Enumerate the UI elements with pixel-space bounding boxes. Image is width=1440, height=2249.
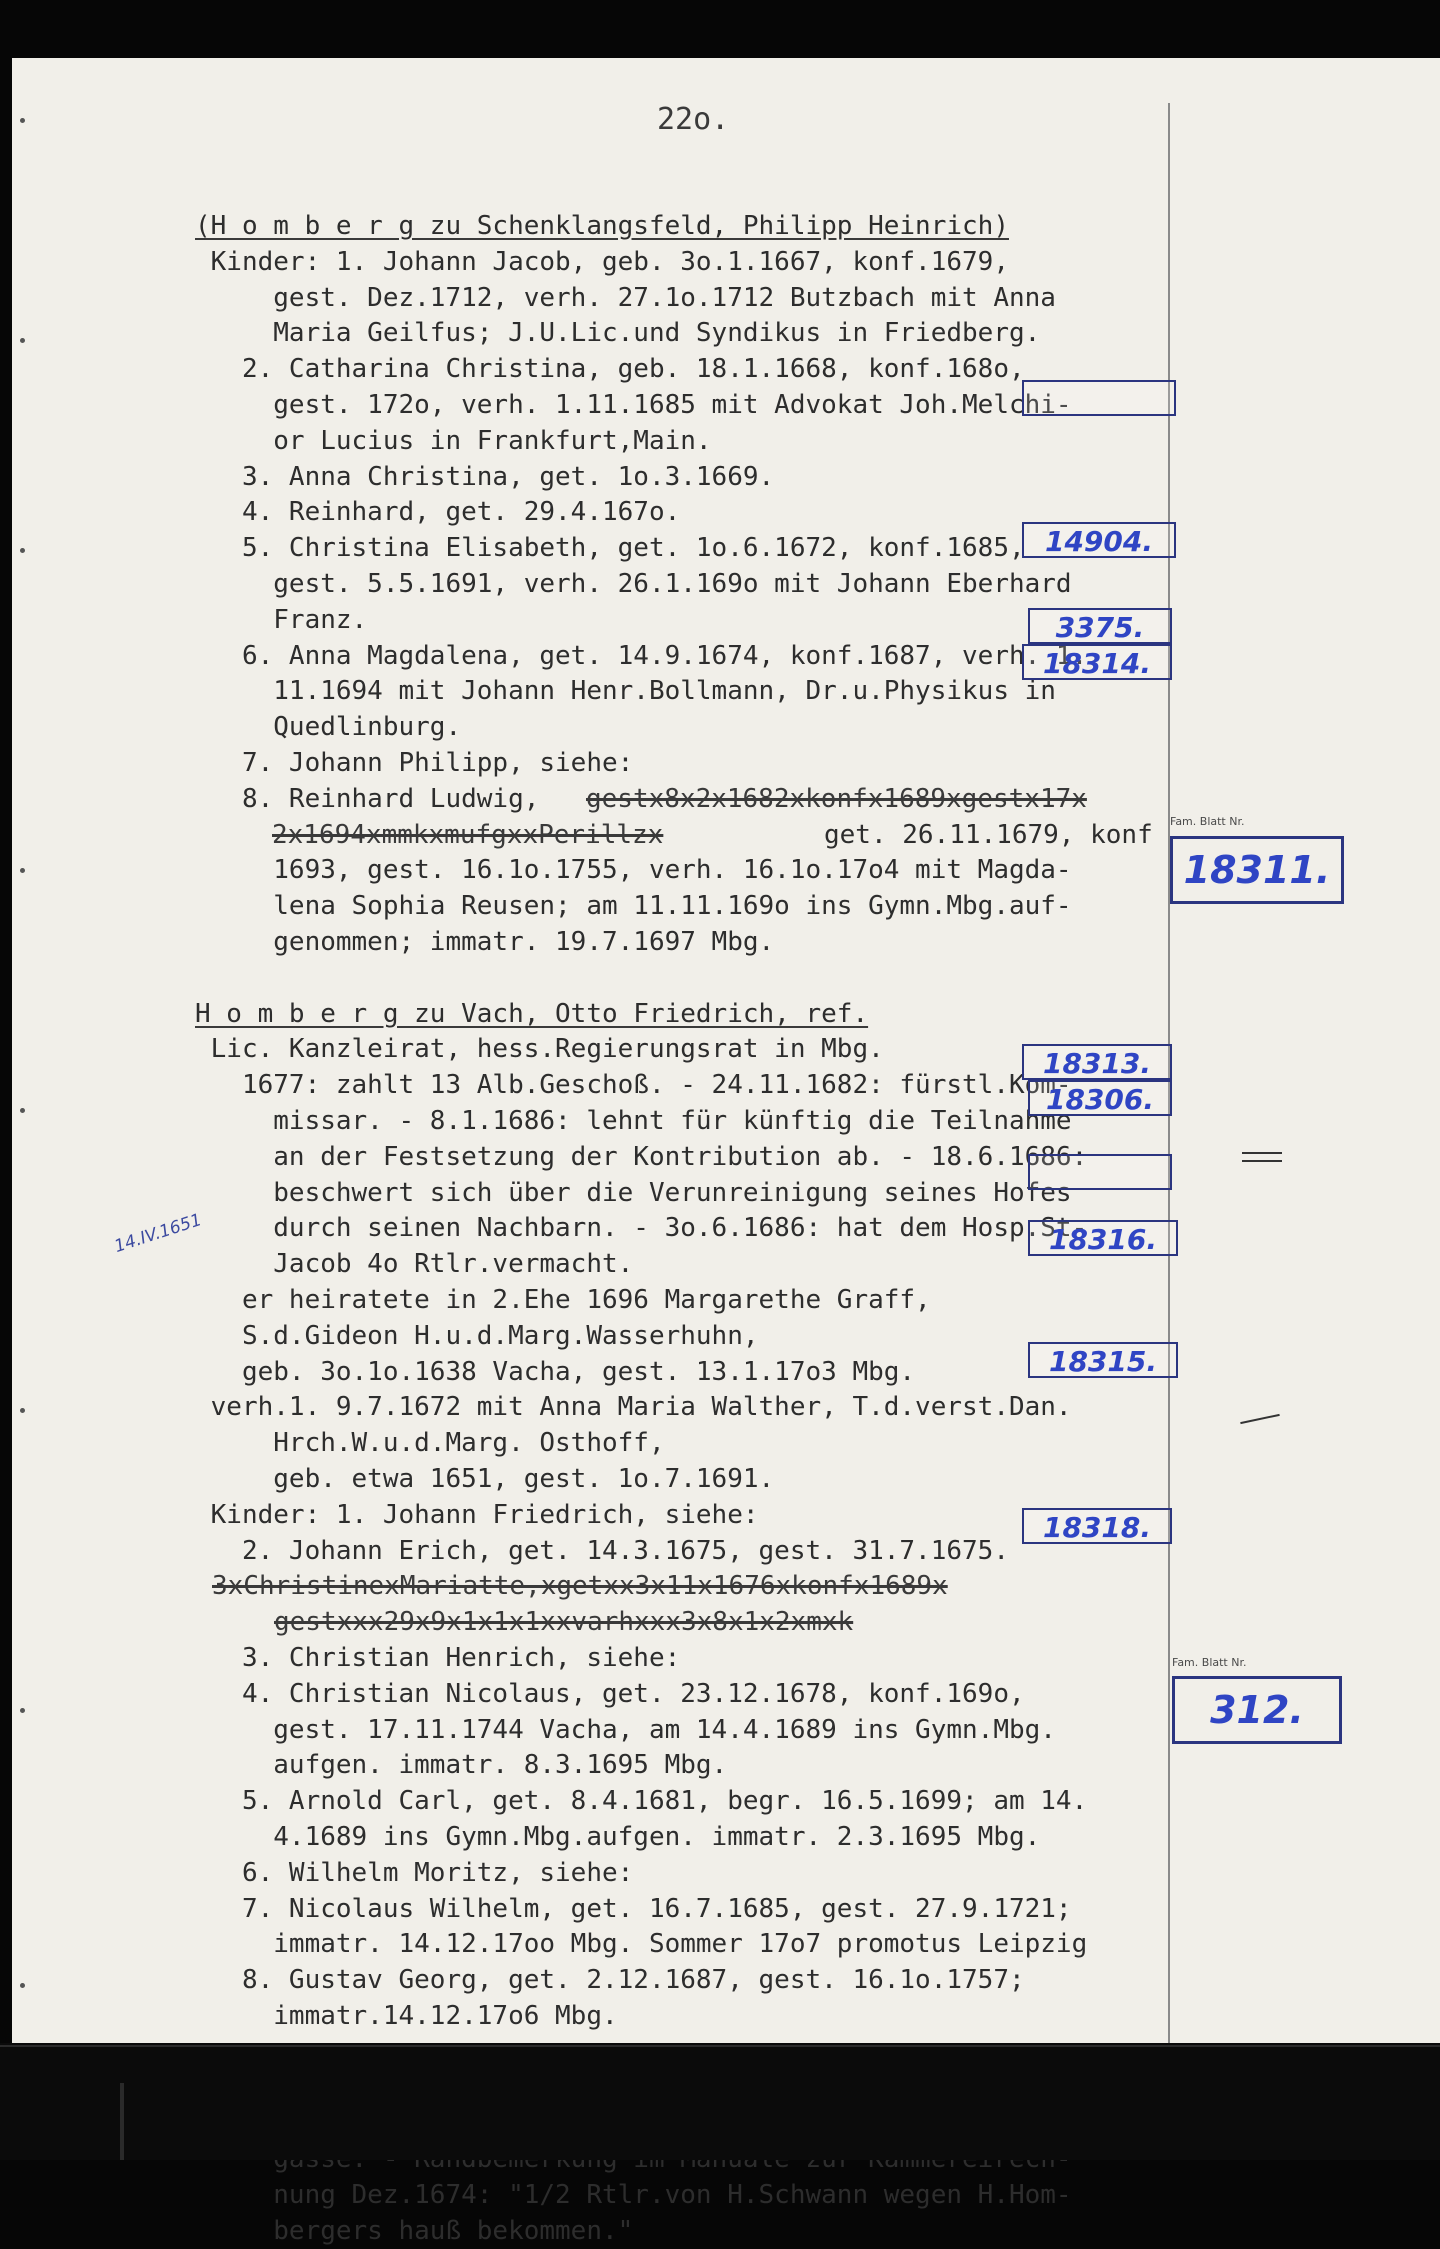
typed-line: nung Dez.1674: "1/2 Rtlr.von H.Schwann wegen H.Hom- xyxy=(195,2180,1072,2210)
struck-text: 3xChristinexMariatte,xgetxx3x11x1676xkonfx1689x xyxy=(212,1571,948,1602)
typed-line: er heiratete in 2.Ehe 1696 Margarethe Graff, xyxy=(195,1285,931,1315)
family-number-box xyxy=(1022,380,1176,416)
family-number-box: 14904. xyxy=(1022,522,1176,558)
handwritten-note: 14.IV.1651 xyxy=(112,1210,205,1258)
scan-border xyxy=(0,2043,1440,2160)
family-number-box xyxy=(1028,1154,1172,1190)
typed-line: Jacob 4o Rtlr.vermacht. xyxy=(195,1249,634,1280)
typed-line: S.d.Gideon H.u.d.Marg.Wasserhuhn, xyxy=(195,1320,759,1351)
typed-line: durch seinen Nachbarn. - 3o.6.1686: hat dem Hosp.St- xyxy=(195,1213,1088,1244)
typed-line xyxy=(195,1604,273,1640)
typed-line: Lic. Kanzleirat, hess.Regierungsrat in Mbg. xyxy=(195,1034,884,1065)
struck-text: 2x1694xmmkxmufgxxPerillzx xyxy=(272,819,664,850)
family-number-box: 18315. xyxy=(1028,1342,1178,1378)
typed-line: 4.1689 ins Gymn.Mbg.aufgen. immatr. 2.3.1695 Mbg. xyxy=(195,1822,1041,1852)
typed-line: gest. 5.5.1691, verh. 26.1.169o mit Johann Eberhard xyxy=(195,569,1072,599)
scan-dot xyxy=(20,1408,25,1413)
typed-line xyxy=(195,817,273,853)
typed-line: Quedlinburg. xyxy=(195,712,462,743)
scan-edge xyxy=(0,2045,1440,2047)
typed-line xyxy=(195,1568,211,1604)
typed-fragment: get. 26.11.1679, konf xyxy=(824,819,1153,850)
typed-line: lena Sophia Reusen; am 11.11.169o ins Gymn.Mbg.auf- xyxy=(195,891,1072,922)
typed-line: gest. Dez.1712, verh. 27.1o.1712 Butzbach mit Anna xyxy=(195,282,1056,313)
typed-line: bergers hauß bekommen." xyxy=(195,2215,634,2246)
scan-dot xyxy=(20,1708,25,1713)
margin-mark xyxy=(1240,1414,1280,1424)
family-number-box: 18318. xyxy=(1022,1508,1172,1544)
family-number-box: 3375. xyxy=(1028,608,1172,644)
typed-line: 7. Johann Philipp, siehe: xyxy=(195,748,634,778)
typed-line: 2. Johann Erich, get. 14.3.1675, gest. 31.7.1675. xyxy=(195,1535,1009,1566)
typed-line: 11.1694 mit Johann Henr.Bollmann, Dr.u.Physikus in xyxy=(195,676,1056,707)
typed-line: 4. Christian Nicolaus, get. 23.12.1678, konf.169o, xyxy=(195,1678,1025,1709)
margin-mark xyxy=(1242,1160,1282,1162)
typed-line: Maria Geilfus; J.U.Lic.und Syndikus in Friedberg. xyxy=(195,318,1041,349)
scan-dot xyxy=(20,548,25,553)
typed-line: genommen; immatr. 19.7.1697 Mbg. xyxy=(195,927,775,957)
typed-line: 5. Christina Elisabeth, get. 1o.6.1672, konf.1685, xyxy=(195,533,1025,564)
fam-blatt-box: 18311. xyxy=(1170,836,1344,904)
typed-line: immatr.14.12.17o6 Mbg. xyxy=(195,2001,618,2031)
document-page xyxy=(12,58,1440,2246)
typed-line: Kinder: 1. Johann Jacob, geb. 3o.1.1667, konf.1679, xyxy=(195,246,1009,277)
struck-text: gestx8x2x1682xkonfx1689xgestx17x xyxy=(586,783,1087,814)
typed-line: aufgen. immatr. 8.3.1695 Mbg. xyxy=(195,1750,728,1781)
typed-line: 3. Christian Henrich, siehe: xyxy=(195,1643,681,1673)
page-number: 22o. xyxy=(657,102,730,137)
fam-blatt-box: 312. xyxy=(1172,1676,1342,1744)
typed-line: 5. Arnold Carl, get. 8.4.1681, begr. 16.5.1699; am 14. xyxy=(195,1786,1088,1817)
typed-line: Hrch.W.u.d.Marg. Osthoff, xyxy=(195,1428,665,1459)
fam-blatt-label: Fam. Blatt Nr. xyxy=(1170,815,1245,828)
typed-line: beschwert sich über die Verunreinigung seines Hofes xyxy=(195,1177,1072,1208)
typed-line: 8. Reinhard Ludwig, xyxy=(195,783,556,814)
family-number-box: 18306. xyxy=(1028,1080,1172,1116)
typed-line: Kinder: 1. Johann Friedrich, siehe: xyxy=(195,1499,759,1530)
family-number-box: 18314. xyxy=(1022,644,1172,680)
scan-edge xyxy=(120,2083,124,2160)
typed-line: (H o m b e r g zu Schenklangsfeld, Philipp Heinrich) xyxy=(195,211,1009,241)
typed-line: 6. Anna Magdalena, get. 14.9.1674, konf.1687, verh. 1. xyxy=(195,640,1088,671)
typed-line: an der Festsetzung der Kontribution ab. - 18.6.1686: xyxy=(195,1141,1088,1172)
scan-dot xyxy=(20,868,25,873)
typed-line: missar. - 8.1.1686: lehnt für künftig die Teilnahme xyxy=(195,1106,1072,1136)
typed-line: 2. Catharina Christina, geb. 18.1.1668, konf.168o, xyxy=(195,354,1025,385)
typed-line: 4. Reinhard, get. 29.4.167o. xyxy=(195,497,681,528)
typed-line: 8. Gustav Georg, get. 2.12.1687, gest. 16.1o.1757; xyxy=(195,1965,1025,1996)
scan-dot xyxy=(20,1983,25,1988)
family-number-box: 18313. xyxy=(1022,1044,1172,1080)
scan-dot xyxy=(20,118,25,123)
typed-line: or Lucius in Frankfurt,Main. xyxy=(195,425,712,456)
typed-line: 3. Anna Christina, get. 1o.3.1669. xyxy=(195,461,775,492)
family-number-box: 18316. xyxy=(1028,1220,1178,1256)
typed-line: 1677: zahlt 13 Alb.Geschoß. - 24.11.1682: fürstl.Kom- xyxy=(195,1070,1072,1101)
typed-line: Franz. xyxy=(195,604,368,635)
typed-line: 6. Wilhelm Moritz, siehe: xyxy=(195,1857,634,1888)
scan-dot xyxy=(20,1108,25,1113)
typed-line: gest. 172o, verh. 1.11.1685 mit Advokat Joh.Melchi- xyxy=(195,390,1072,420)
typed-line: geb. 3o.1o.1638 Vacha, gest. 13.1.17o3 Mbg. xyxy=(195,1356,916,1387)
scan-dot xyxy=(20,338,25,343)
typed-line: verh.1. 9.7.1672 mit Anna Maria Walther, T.d.verst.Dan. xyxy=(195,1392,1072,1423)
typed-line: 1693, gest. 16.1o.1755, verh. 16.1o.17o4 mit Magda- xyxy=(195,855,1072,886)
typed-line: geb. etwa 1651, gest. 1o.7.1691. xyxy=(195,1464,775,1494)
typed-line: gest. 17.11.1744 Vacha, am 14.4.1689 ins Gymn.Mbg. xyxy=(195,1714,1056,1745)
typed-line: 7. Nicolaus Wilhelm, get. 16.7.1685, gest. 27.9.1721; xyxy=(195,1893,1072,1924)
typed-line: H o m b e r g zu Vach, Otto Friedrich, ref. xyxy=(195,998,869,1029)
typed-line: immatr. 14.12.17oo Mbg. Sommer 17o7 promotus Leipzig xyxy=(195,1929,1088,1960)
struck-text: gestxxx29x9x1x1x1xxvarhxxx3x8x1x2xmxk xyxy=(274,1607,854,1638)
fam-blatt-label: Fam. Blatt Nr. xyxy=(1172,1656,1247,1669)
margin-mark xyxy=(1242,1152,1282,1154)
